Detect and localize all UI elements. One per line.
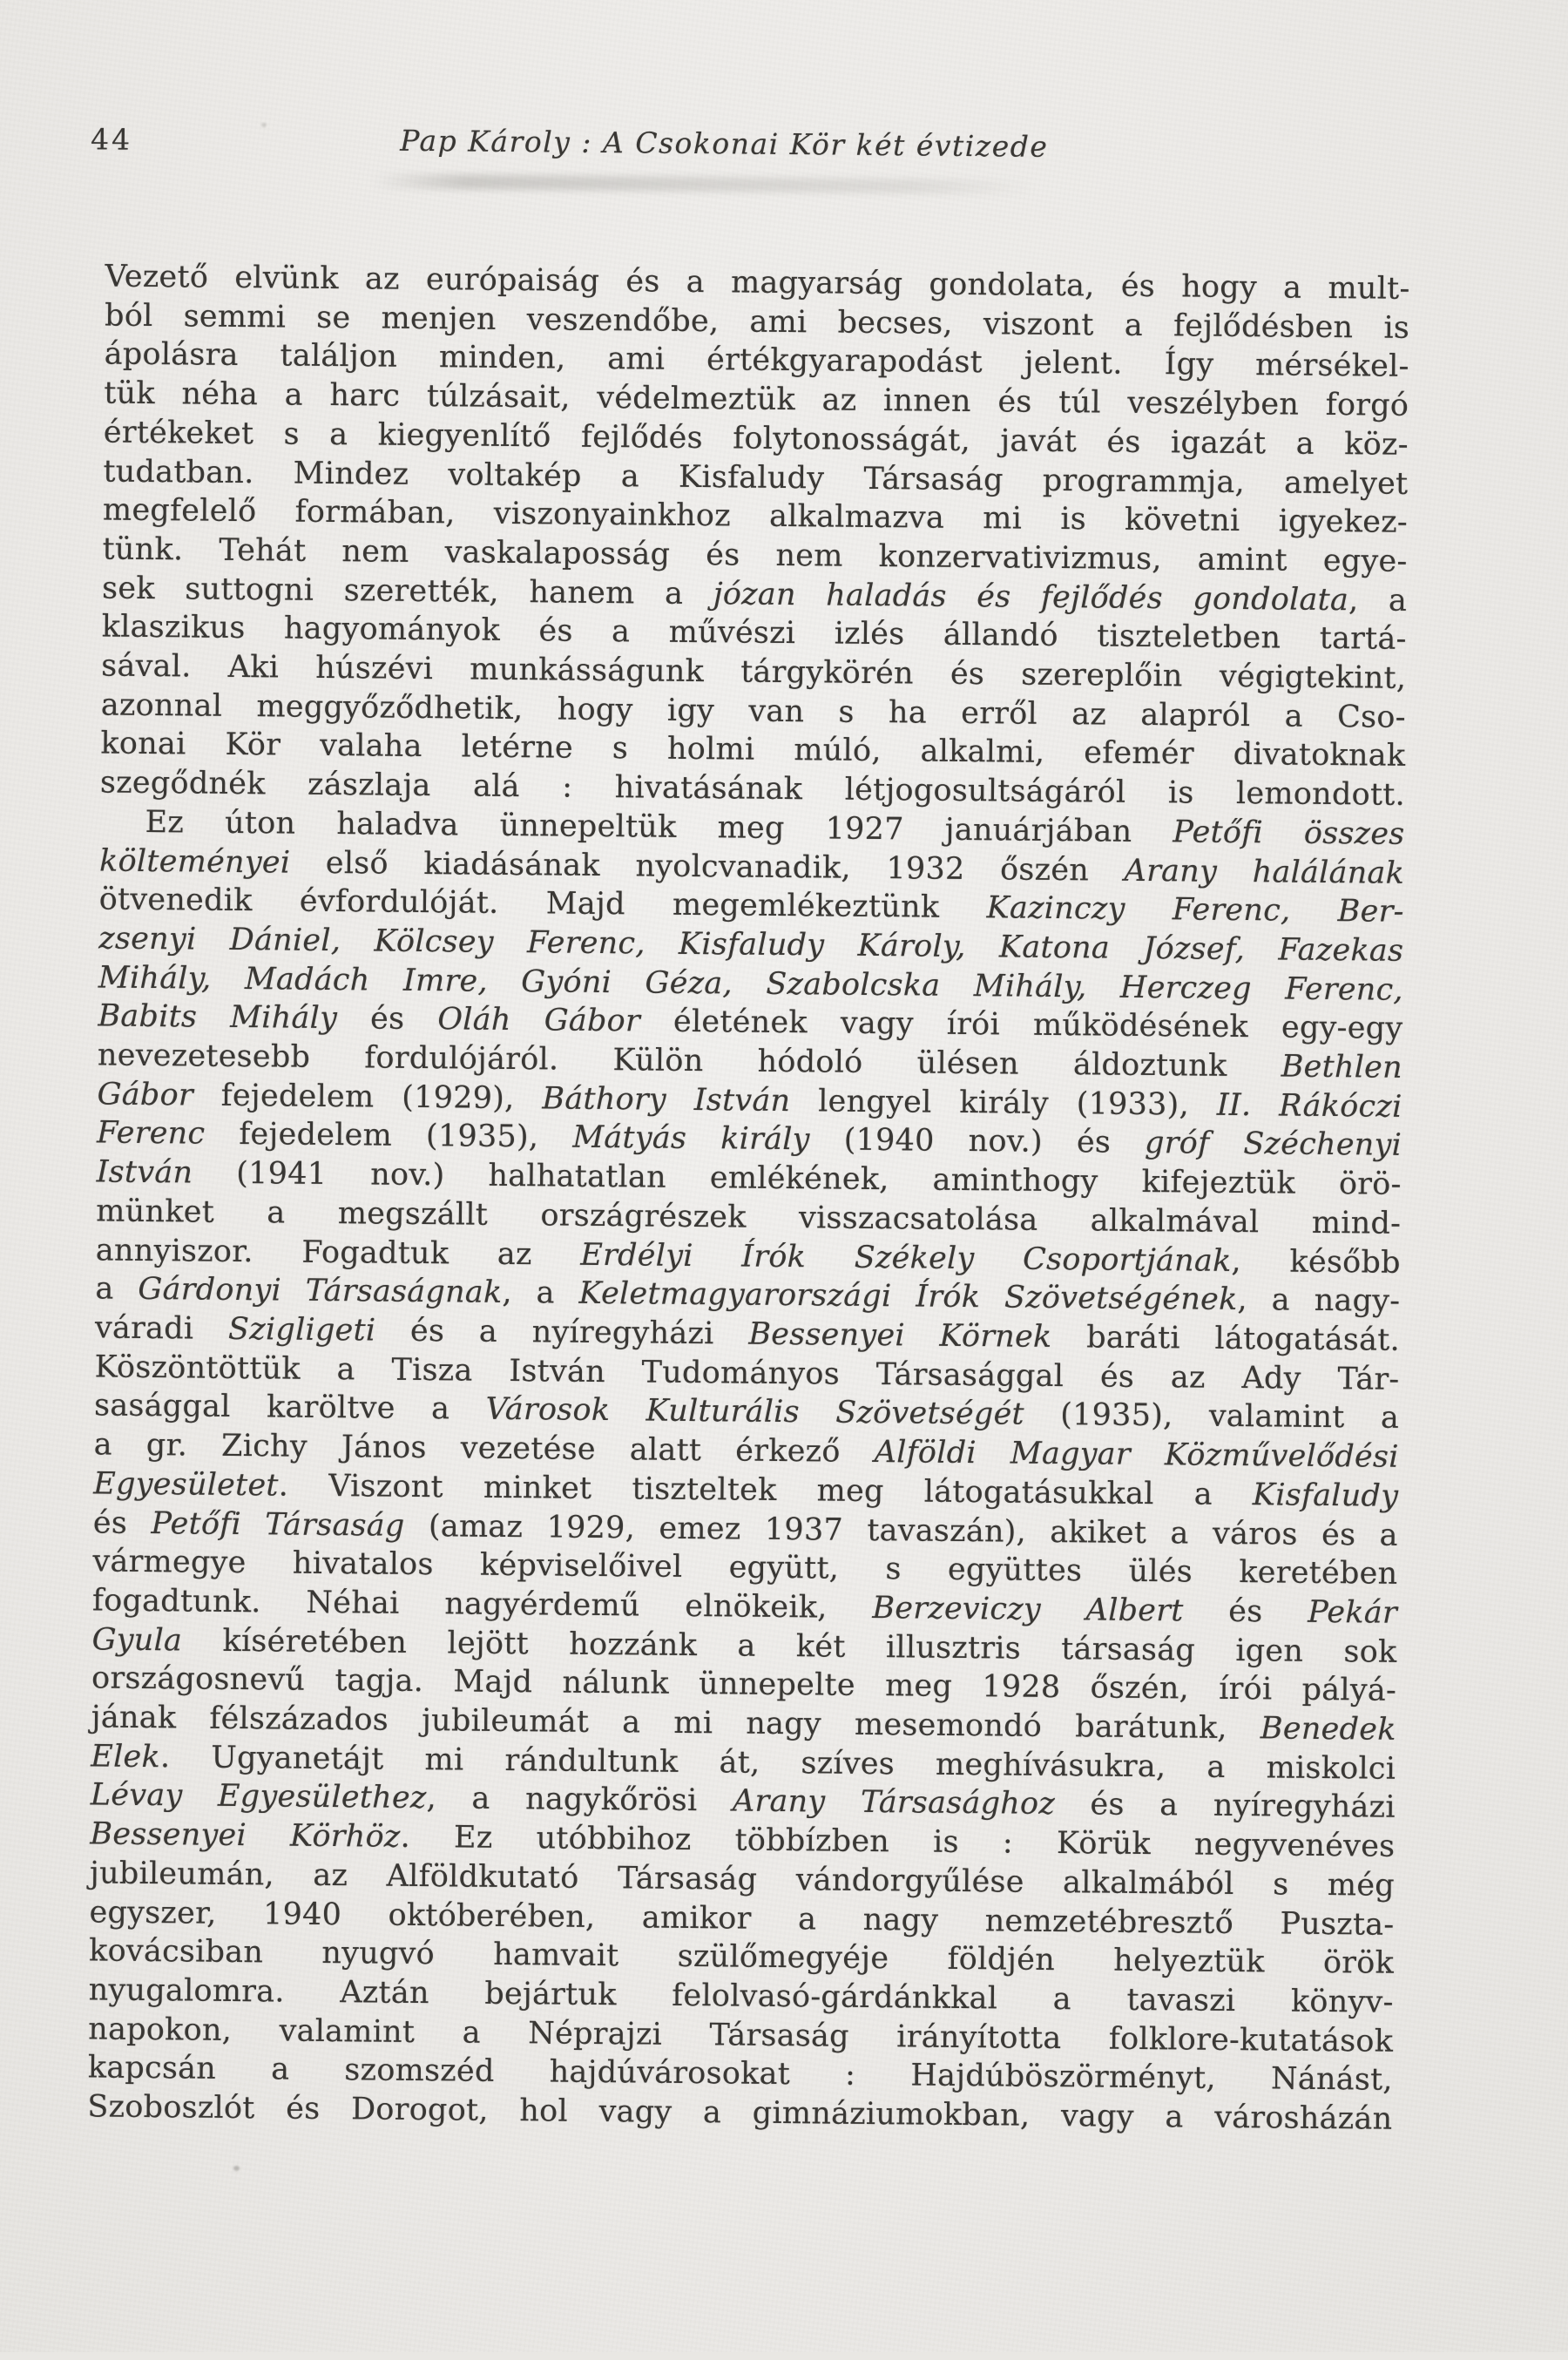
text-segment: konai Kör valaha letérne s holmi múló, alkalmi, efemér divatoknak <box>100 726 1406 774</box>
italic-text-segment: költeményei <box>98 842 291 881</box>
text-segment: , a nagykőrösi <box>426 1781 733 1819</box>
text-segment: szegődnék zászlaja alá : hivatásának létjogosultságáról is lemondott. <box>99 765 1406 813</box>
italic-text-segment: Bessenyei Körhöz <box>90 1816 401 1855</box>
italic-text-segment: Kazinczy Ferenc, Ber- <box>986 890 1404 930</box>
italic-text-segment: zsenyi Dániel, Kölcsey Ferenc, Kisfaludy Károly, Katona József, Fazekas <box>98 921 1404 969</box>
text-segment: a gr. Zichy János vezetése alatt érkező <box>93 1427 875 1471</box>
text-segment: Köszöntöttük a Tisza István Tudományos Társasággal és az Ady Tár- <box>94 1349 1400 1397</box>
text-segment: kíséretében lejött hozzánk a két illusztris társaság igen sok <box>181 1623 1397 1670</box>
text-segment: váradi <box>94 1310 229 1347</box>
text-segment: és a nyíregyházi <box>375 1313 749 1352</box>
italic-text-segment: Szigligeti <box>227 1311 376 1349</box>
text-segment: tünk. Tehát nem vaskalaposság és nem konzervativizmus, amint egye- <box>102 531 1408 579</box>
italic-text-segment: II. Rákóczi <box>1216 1087 1402 1125</box>
paragraph <box>100 257 1410 815</box>
italic-text-segment: Petőfi összes <box>1173 815 1405 852</box>
page-body <box>87 257 1410 2139</box>
italic-text-segment: józan haladás és fejlődés gondolata <box>713 576 1349 618</box>
text-segment: ötvenedik évfordulóját. Majd megemlékeztünk <box>98 882 987 926</box>
scan-smudge-artifact <box>373 173 1035 194</box>
running-header <box>89 120 1411 172</box>
italic-text-segment: Mátyás király <box>572 1120 810 1158</box>
text-segment: (1940 nov.) és <box>809 1122 1146 1161</box>
italic-text-segment: Arany halálának <box>1124 853 1405 891</box>
scan-speck-artifact <box>261 123 267 127</box>
text-segment: vármegye hivatalos képviselőivel együtt, s együttes ülés keretében <box>92 1544 1398 1592</box>
italic-text-segment: Babits Mihály <box>98 998 338 1037</box>
text-segment: Ez úton haladva ünnepeltük meg 1927 januárjában <box>145 804 1173 850</box>
text-segment: országosnevű tagja. Majd nálunk ünnepelte meg 1928 őszén, írói pályá- <box>91 1660 1397 1709</box>
paragraph <box>87 802 1405 2139</box>
text-segment: (amaz 1929, emez 1937 tavaszán), akiket a város és a <box>404 1508 1398 1553</box>
text-segment: életének vagy írói működésének egy-egy <box>639 1004 1403 1047</box>
text-segment: a <box>95 1271 139 1308</box>
text-segment: tük néha a harc túlzásait, védelmeztük az innen és túl veszélyben forgó <box>104 375 1409 423</box>
scan-speck-artifact <box>233 2166 240 2171</box>
italic-text-segment: Pekár <box>1307 1594 1398 1631</box>
italic-text-segment: Gárdonyi Társaságnak <box>138 1272 503 1311</box>
text-segment: klaszikus hagyományok és a művészi izlés állandó tiszteletben tartá- <box>101 609 1407 658</box>
italic-text-segment: Kisfaludy <box>1252 1477 1399 1514</box>
text-segment: . Ez utóbbihoz többízben is : Körük negyvenéves <box>400 1819 1396 1864</box>
italic-text-segment: Keletmagyarországi Írók Szövetségének <box>578 1276 1238 1318</box>
text-segment: baráti látogatását. <box>1051 1319 1401 1358</box>
italic-text-segment: Gábor <box>97 1077 194 1113</box>
text-segment: sek suttogni szerették, hanem a <box>101 571 713 612</box>
text-segment: ból semmi se menjen veszendőbe, ami becses, viszont a fejlődésben is <box>104 298 1410 346</box>
text-segment: Szoboszlót és Dorogot, hol vagy a gimnáziumokban, vagy a városházán <box>87 2089 1393 2137</box>
text-segment: , a <box>1348 582 1408 619</box>
running-title: Pap Károly : A Csokonai Kör két évtizede <box>400 123 1049 164</box>
italic-text-segment: Benedek <box>1260 1711 1396 1748</box>
text-segment: és <box>1183 1593 1308 1630</box>
italic-text-segment: Ferenc <box>96 1115 206 1153</box>
text-segment: münket a megszállt országrészek visszacsatolása alkalmával mind- <box>96 1194 1402 1241</box>
text-segment: Vezető elvünk az európaiság és a magyarság gondolata, és hogy a mult- <box>105 259 1410 307</box>
text-segment: napokon, valamint a Néprajzi Társaság irányította folklore-kutatások <box>88 2012 1394 2059</box>
italic-text-segment: Mihály, Madách Imre, Gyóni Géza, Szabolcska Mihály, Herczeg Ferenc, <box>98 960 1403 1008</box>
text-segment: fejedelem (1929), <box>193 1078 543 1117</box>
italic-text-segment: Bessenyei Körnek <box>748 1316 1052 1355</box>
text-segment: és a nyíregyházi <box>1054 1787 1396 1826</box>
text-segment: , később <box>1231 1243 1401 1281</box>
italic-text-segment: Gyula <box>91 1622 183 1659</box>
text-segment: , a nagy- <box>1237 1282 1401 1320</box>
text-segment: , a <box>502 1275 579 1312</box>
text-segment: jának félszázados jubileumát a mi nagy mesemondó barátunk, <box>91 1700 1261 1747</box>
text-segment: kapcsán a szomszéd hajdúvárosokat : Hajdúböszörményt, Nánást, <box>87 2050 1393 2099</box>
text-segment: azonnal meggyőződhetik, hogy igy van s ha erről az alapról a Cso- <box>100 687 1406 735</box>
text-segment: sasággal karöltve a <box>93 1388 486 1428</box>
italic-text-segment: Báthory István <box>542 1081 791 1119</box>
text-segment: lengyel király (1933), <box>790 1083 1218 1123</box>
italic-text-segment: Lévay Egyesülethez <box>90 1777 427 1816</box>
text-segment: értékeket s a kiegyenlítő fejlődés folytonosságát, javát és igazát a köz- <box>103 415 1409 463</box>
italic-text-segment: Városok Kulturális Szövetségét <box>485 1392 1025 1433</box>
italic-text-segment: István <box>96 1154 193 1191</box>
text-segment: . Viszont minket tiszteltek meg látogatásukkal a <box>278 1468 1254 1512</box>
italic-text-segment: Arany Társasághoz <box>732 1783 1056 1822</box>
italic-text-segment: Petőfi Társaság <box>151 1505 405 1544</box>
text-segment: sával. Aki húszévi munkásságunk tárgykörén és szereplőin végigtekint, <box>101 648 1407 696</box>
text-segment: ápolásra találjon minden, ami értékgyarapodást jelent. Így mérsékel- <box>104 336 1409 385</box>
text-segment: (1941 nov.) halhatatlan emlékének, aminthogy kifejeztük örö- <box>193 1155 1402 1202</box>
text-segment: jubileumán, az Alföldkutató Társaság vándorgyűlése alkalmából s még <box>89 1856 1396 1904</box>
italic-text-segment: gróf Széchenyi <box>1144 1126 1402 1164</box>
italic-text-segment: Erdélyi Írók Székely Csoportjának <box>580 1237 1232 1279</box>
text-segment: nyugalomra. Aztán bejártuk felolvasó-gárdánkkal a tavaszi könyv- <box>88 1972 1394 2020</box>
text-segment: első kiadásának nyolcvanadik, 1932 őszén <box>290 845 1125 889</box>
text-segment: és <box>92 1505 152 1541</box>
text-segment: fejedelem (1935), <box>205 1117 573 1156</box>
italic-text-segment: Berzeviczy Albert <box>872 1590 1184 1629</box>
text-segment: annyiszor. Fogadtuk az <box>95 1233 581 1273</box>
italic-text-segment: Bethlen <box>1281 1049 1403 1085</box>
text-segment: kovácsiban nyugvó hamvait szülőmegyéje földjén helyeztük örök <box>88 1933 1395 1982</box>
italic-text-segment: Elek <box>91 1739 161 1775</box>
text-segment: . Ugyanetájt mi rándultunk át, szíves meghívásukra, a miskolci <box>159 1739 1396 1787</box>
text-segment: nevezetesebb fordulójáról. Külön hódoló ülésen áldoztunk <box>97 1038 1281 1085</box>
text-segment: egyszer, 1940 októberében, amikor a nagy nemzetébresztő Puszta- <box>89 1894 1395 1943</box>
text-segment: megfelelő formában, viszonyainkhoz alkalmazva mi is követni igyekez- <box>102 492 1409 541</box>
page-number: 44 <box>90 122 133 157</box>
italic-text-segment: Egyesületet <box>93 1466 279 1504</box>
text-segment: és <box>336 1001 438 1038</box>
text-segment: tudatban. Mindez voltakép a Kisfaludy Társaság programmja, amelyet <box>103 453 1409 502</box>
text-segment: (1935), valamint a <box>1024 1397 1400 1437</box>
text-segment: fogadtunk. Néhai nagyérdemű elnökeik, <box>91 1583 873 1626</box>
italic-text-segment: Oláh Gábor <box>437 1002 641 1039</box>
italic-text-segment: Alföldi Magyar Közművelődési <box>874 1435 1399 1475</box>
